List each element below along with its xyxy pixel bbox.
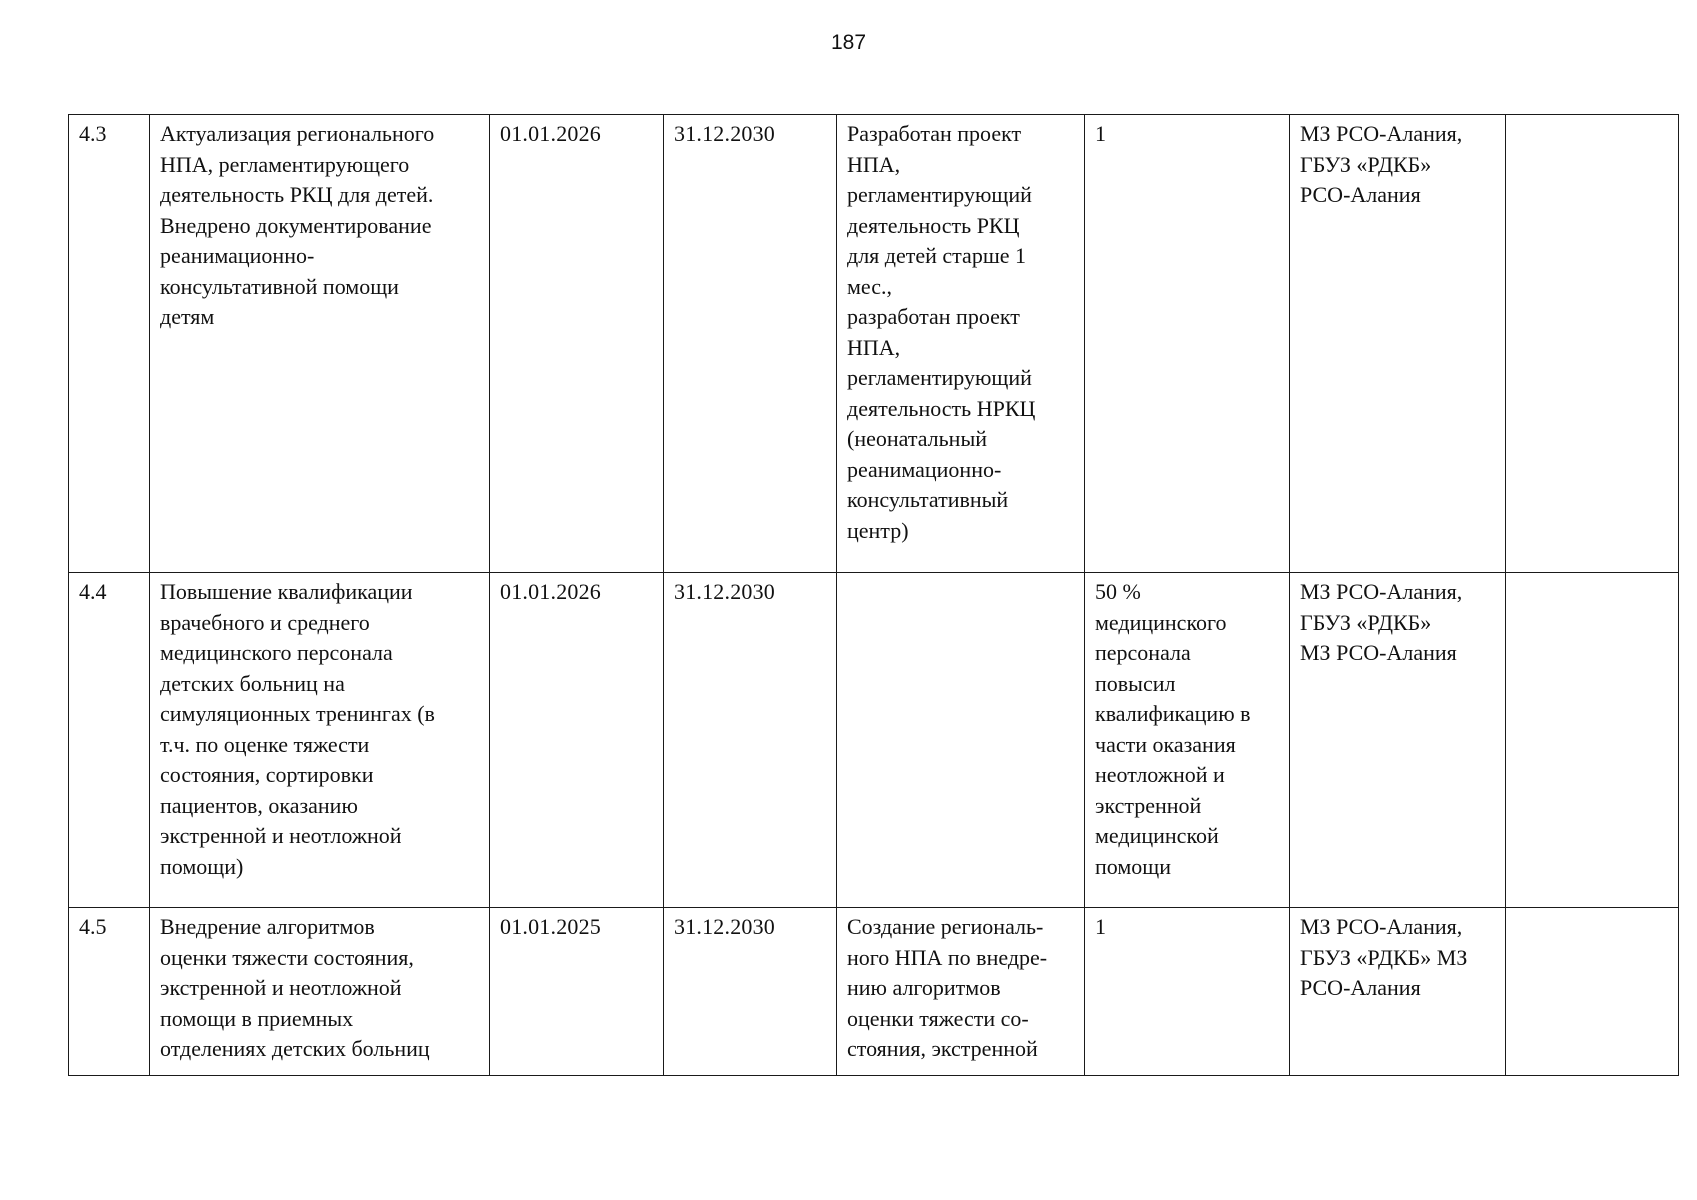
responsible-cell: МЗ РСО-Алания, ГБУЗ «РДКБ» РСО-Алания: [1290, 115, 1506, 573]
page-number: 187: [830, 31, 867, 54]
action-cell: Актуализация регионального НПА, регламентирующего деятельность РКЦ для детей. Внедрено документирование реанимационно- консультативной помощи детям: [150, 115, 490, 573]
result-cell: Создание региональ- ного НПА по внедре- нию алгоритмов оценки тяжести со- стояния, экстренной: [837, 908, 1085, 1076]
item-number-cell: 4.4: [69, 573, 150, 908]
result-cell: [837, 573, 1085, 908]
end-date-cell: 31.12.2030: [664, 115, 837, 573]
table-row: [69, 573, 1679, 908]
activity-plan-table: [68, 114, 1679, 1076]
indicator-cell: 50 % медицинского персонала повысил квалификацию в части оказания неотложной и экстренной медицинской помощи: [1085, 573, 1290, 908]
indicator-cell: 1: [1085, 908, 1290, 1076]
start-date-cell: 01.01.2026: [490, 115, 664, 573]
indicator-cell: 1: [1085, 115, 1290, 573]
end-date-cell: 31.12.2030: [664, 573, 837, 908]
responsible-cell: МЗ РСО-Алания, ГБУЗ «РДКБ» МЗ РСО-Алания: [1290, 908, 1506, 1076]
empty-cell: [1506, 573, 1679, 908]
table-row: [69, 908, 1679, 1076]
end-date-cell: 31.12.2030: [664, 908, 837, 1076]
item-number-cell: 4.3: [69, 115, 150, 573]
action-cell: Повышение квалификации врачебного и среднего медицинского персонала детских больниц на симуляционных тренингах (в т.ч. по оценке тяжести состояния, сортировки пациентов, оказанию экстренной и неотложной помощи): [150, 573, 490, 908]
result-cell: Разработан проект НПА, регламентирующий деятельность РКЦ для детей старше 1 мес., разработан проект НПА, регламентирующий деятельность НРКЦ (неонатальный реанимационно- консультативный центр): [837, 115, 1085, 573]
responsible-cell: МЗ РСО-Алания, ГБУЗ «РДКБ» МЗ РСО-Алания: [1290, 573, 1506, 908]
start-date-cell: 01.01.2026: [490, 573, 664, 908]
start-date-cell: 01.01.2025: [490, 908, 664, 1076]
table-row: [69, 115, 1679, 573]
empty-cell: [1506, 908, 1679, 1076]
empty-cell: [1506, 115, 1679, 573]
action-cell: Внедрение алгоритмов оценки тяжести состояния, экстренной и неотложной помощи в приемных отделениях детских больниц: [150, 908, 490, 1076]
item-number-cell: 4.5: [69, 908, 150, 1076]
